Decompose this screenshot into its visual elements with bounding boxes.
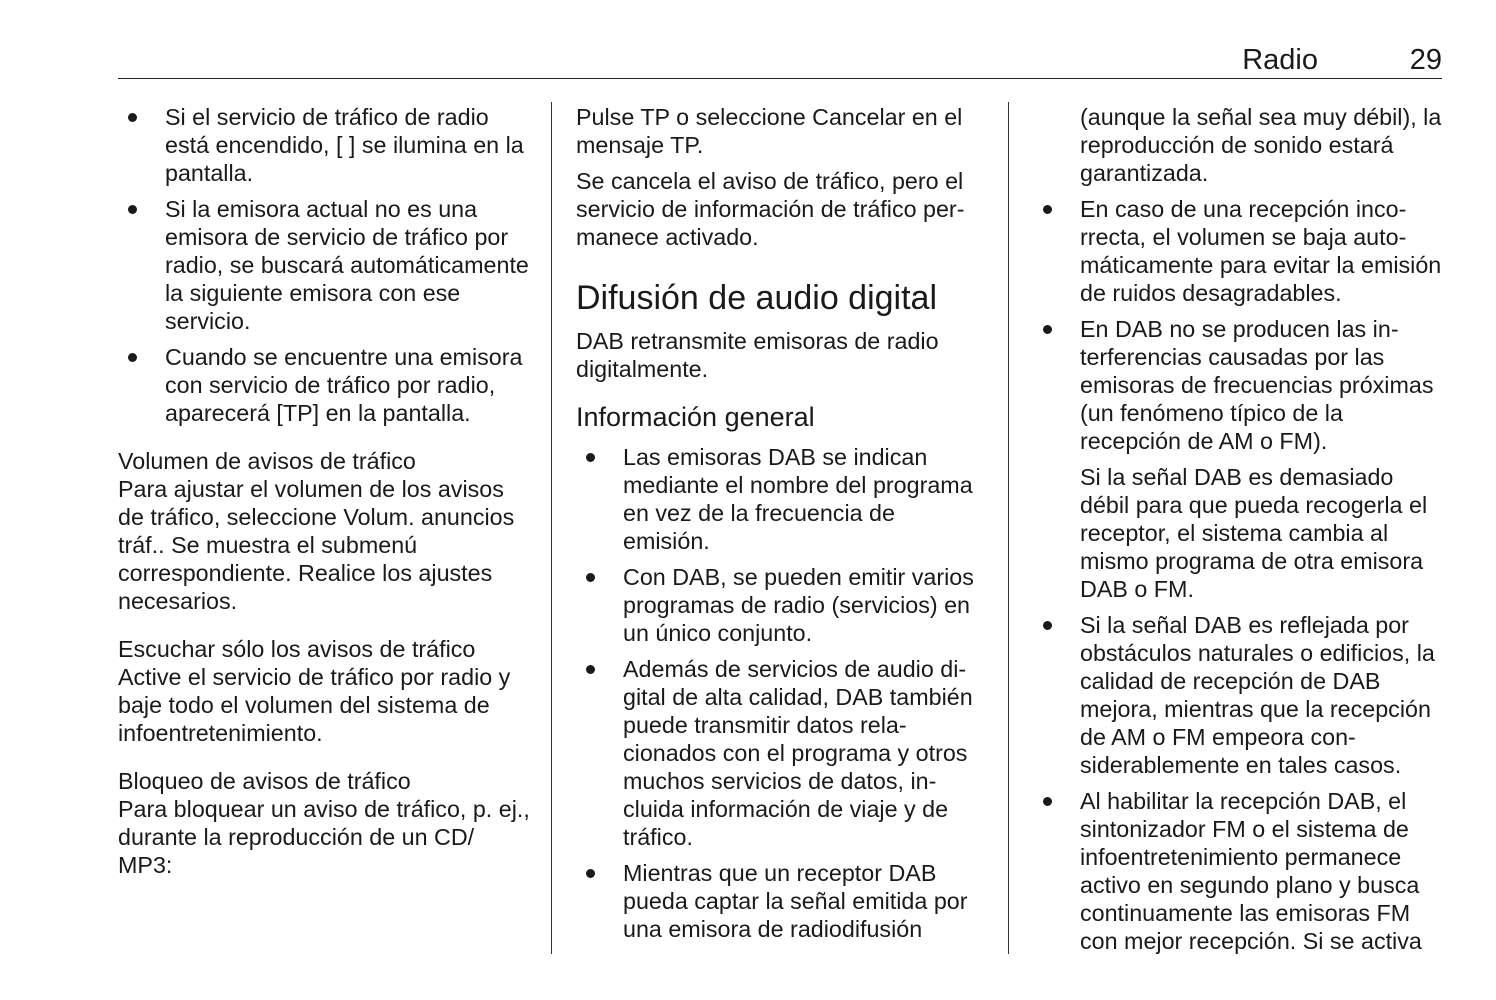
column-3 [1080, 103, 1445, 963]
subsection [118, 635, 530, 747]
subsection-title: Volumen de avisos de tráfico [118, 448, 416, 474]
column-divider [1008, 102, 1009, 954]
subsection [118, 447, 530, 615]
bullet-icon [586, 453, 595, 462]
bullet-icon [128, 113, 137, 122]
list-item: Si la emisora actual no es una emisora de servicio de tráfico por radio, se buscará automáticamente la siguiente emisora con ese servicio. [118, 195, 530, 335]
subsection-title: Escuchar sólo los avisos de tráfico [118, 636, 476, 662]
paragraph: Si la señal DAB es demasiado débil para que pueda recogerla el receptor, el sistema cambia al mismo programa de otra emisora DAB o FM. [1080, 464, 1428, 602]
bullet-icon [586, 665, 595, 674]
subsection-title: Bloqueo de avisos de tráfico [118, 768, 411, 794]
section-title: Radio [1242, 44, 1318, 76]
page-header [118, 40, 1442, 79]
paragraph: Para bloquear un aviso de tráfico, p. ej., durante la reproducción de un CD/ MP3: [118, 796, 530, 878]
list-item: Mientras que un receptor DAB pueda captar la señal emitida por una emisora de radiodifusión [576, 859, 988, 943]
subsection [118, 767, 530, 879]
list-item: Las emisoras DAB se indican mediante el nombre del programa en vez de la frecuencia de emisión. [576, 443, 988, 555]
bullet-icon [128, 353, 137, 362]
bullet-list [576, 443, 988, 943]
list-item: Además de servicios de audio digital de alta calidad, DAB también puede transmitir datos relacionados con el programa y otros muchos servicios de datos, incluida información de viaje y de tráfico. [576, 655, 988, 851]
column-divider [551, 102, 552, 954]
column-2 [576, 103, 988, 951]
list-item: Si el servicio de tráfico de radio está encendido, [ ] se ilumina en la pantalla. [118, 103, 530, 187]
bullet-icon [1043, 205, 1052, 214]
paragraph: Para ajustar el volumen de los avisos de tráfico, seleccione Volum. anuncios tráf.. Se muestra el submenú correspondiente. Realice los ajustes necesarios. [118, 476, 515, 614]
paragraph: Pulse TP o seleccione Cancelar en el mensaje TP. [576, 104, 963, 158]
list-item: Con DAB, se pueden emitir varios programas de radio (servicios) en un único conjunto. [576, 563, 988, 647]
list-item: Al habilitar la recepción DAB, el sintonizador FM o el sistema de infoentretenimiento permanece activo en segundo plano y busca continuamente las emisoras FM con mejor recepción. Si se activa [1080, 787, 1445, 955]
bullet-icon [586, 869, 595, 878]
bullet-list [1080, 195, 1445, 955]
section-heading: Difusión de audio digital [576, 279, 938, 317]
bullet-list [118, 103, 530, 427]
bullet-icon [586, 573, 595, 582]
paragraph: (aunque la señal sea muy débil), la reproducción de sonido estará garantizada. [1080, 104, 1442, 186]
bullet-icon [128, 205, 137, 214]
bullet-icon [1043, 325, 1052, 334]
paragraph: DAB retransmite emisoras de radio digitalmente. [576, 328, 939, 382]
list-item: Cuando se encuentre una emisora con servicio de tráfico por radio, aparecerá [TP] en la pantalla. [118, 343, 530, 427]
page-number: 29 [1409, 44, 1442, 76]
paragraph: Se cancela el aviso de tráfico, pero el servicio de información de tráfico permanece activado. [576, 168, 965, 250]
column-1 [118, 103, 530, 887]
paragraph: Active el servicio de tráfico por radio y baje todo el volumen del sistema de infoentretenimiento. [118, 664, 511, 746]
list-item: Si la señal DAB es reflejada por obstáculos naturales o edificios, la calidad de recepción de DAB mejora, mientras que la recepción de AM o FM empeora considerablemente en tales casos. [1080, 611, 1445, 779]
bullet-icon [1043, 621, 1052, 630]
list-item: En caso de una recepción incorrecta, el volumen se baja automáticamente para evitar la emisión de ruidos desagradables. [1080, 195, 1445, 307]
list-item: En DAB no se producen las interferencias causadas por las emisoras de frecuencias próximas (un fenómeno típico de la recepción de AM o FM). Si la señal DAB es demasiado débil para que pueda recogerla el receptor, el sistema cambia al mismo programa de otra emisora DAB o FM. [1080, 315, 1445, 603]
subsection-heading: Información general [576, 402, 815, 432]
bullet-icon [1043, 797, 1052, 806]
